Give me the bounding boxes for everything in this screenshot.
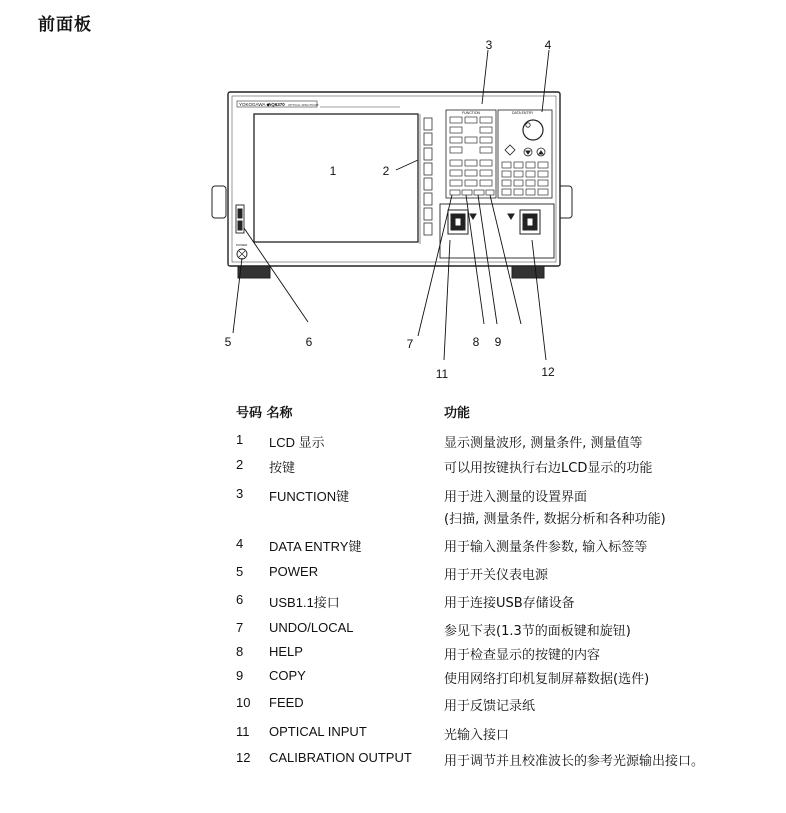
left-foot [238, 266, 270, 278]
power-label: POWER [236, 243, 248, 247]
lcd-display [254, 114, 418, 242]
callout-5: 5 [224, 335, 232, 349]
table-row [236, 432, 776, 457]
row-name: FEED [269, 695, 304, 710]
row-function-line2: (扫描, 测量条件, 数据分析和各种功能) [444, 512, 666, 527]
table-row [236, 564, 776, 592]
table-row [236, 644, 776, 668]
model-subtitle: OPTICAL SPECTRUM [288, 103, 319, 107]
row-function: 用于反馈记录纸 [444, 699, 536, 714]
callout-4: 4 [544, 38, 552, 52]
callout-12: 12 [541, 365, 555, 379]
callout-6: 6 [305, 335, 313, 349]
row-function: 用于调节并且校准波长的参考光源输出接口。 [444, 754, 705, 769]
front-panel-figure [0, 0, 786, 400]
table-row [236, 724, 776, 750]
row-number: 3 [236, 486, 244, 501]
legend-header [236, 402, 776, 432]
callout-9: 9 [494, 335, 502, 349]
row-function: 用于检查显示的按键的内容 [444, 648, 601, 663]
row-name: DATA ENTRY键 [269, 539, 362, 554]
row-number: 1 [236, 432, 244, 447]
function-panel-label: FUNCTION [462, 111, 481, 115]
row-function: 用于输入测量条件参数, 输入标签等 [444, 540, 648, 555]
row-name: FUNCTION键 [269, 489, 350, 504]
table-row [236, 536, 776, 564]
row-number: 4 [236, 536, 244, 551]
brand-text: YOKOGAWA ◆ [239, 102, 270, 107]
callout-2: 2 [382, 164, 390, 178]
table-row [236, 695, 776, 724]
legend-table [236, 402, 776, 774]
header-function: 功能 [444, 406, 471, 421]
row-number: 7 [236, 620, 244, 635]
row-name: USB1.1接口 [269, 595, 340, 610]
left-handle [212, 186, 226, 218]
row-function: 光输入接口 [444, 728, 510, 743]
row-name: HELP [269, 644, 303, 659]
table-row [236, 620, 776, 644]
row-function: 用于开关仪表电源 [444, 568, 549, 583]
row-number: 12 [236, 750, 251, 765]
row-number: 2 [236, 457, 244, 472]
row-number: 6 [236, 592, 244, 607]
right-foot [512, 266, 544, 278]
rotary-knob [523, 120, 543, 140]
row-number: 11 [236, 724, 250, 739]
row-name: 按键 [269, 460, 296, 475]
row-name: OPTICAL INPUT [269, 724, 367, 739]
table-row [236, 592, 776, 620]
row-name: POWER [269, 564, 319, 579]
header-number-name: 号码 名称 [236, 406, 293, 421]
table-row [236, 668, 776, 695]
row-function: 用于连接USB存储设备 [444, 596, 575, 611]
page-title: 前面板 [38, 15, 92, 35]
callout-3: 3 [485, 38, 493, 52]
callout-11: 11 [435, 367, 449, 381]
row-number: 9 [236, 668, 244, 683]
row-name: LCD 显示 [269, 435, 325, 450]
callout-7: 7 [406, 337, 414, 351]
row-function: 显示测量波形, 测量条件, 测量值等 [444, 436, 643, 451]
row-function: 可以用按键执行右边LCD显示的功能 [444, 461, 653, 476]
row-name: UNDO/LOCAL [269, 620, 354, 635]
table-row [236, 750, 776, 774]
row-number: 5 [236, 564, 244, 579]
callout-8: 8 [472, 335, 480, 349]
table-row [236, 457, 776, 486]
model-text: AQ6370 [268, 102, 285, 107]
row-number: 10 [236, 695, 251, 710]
row-name: CALIBRATION OUTPUT [269, 750, 412, 765]
row-function: 用于进入测量的设置界面 [444, 490, 588, 505]
data-entry-panel-label: DATA ENTRY [512, 111, 534, 115]
callout-1: 1 [329, 164, 337, 178]
row-function: 参见下表(1.3节的面板键和旋钮) [444, 624, 631, 639]
row-number: 8 [236, 644, 244, 659]
table-row [236, 486, 776, 536]
row-name: COPY [269, 668, 306, 683]
row-function: 使用网络打印机复制屏幕数据(选件) [444, 672, 650, 687]
